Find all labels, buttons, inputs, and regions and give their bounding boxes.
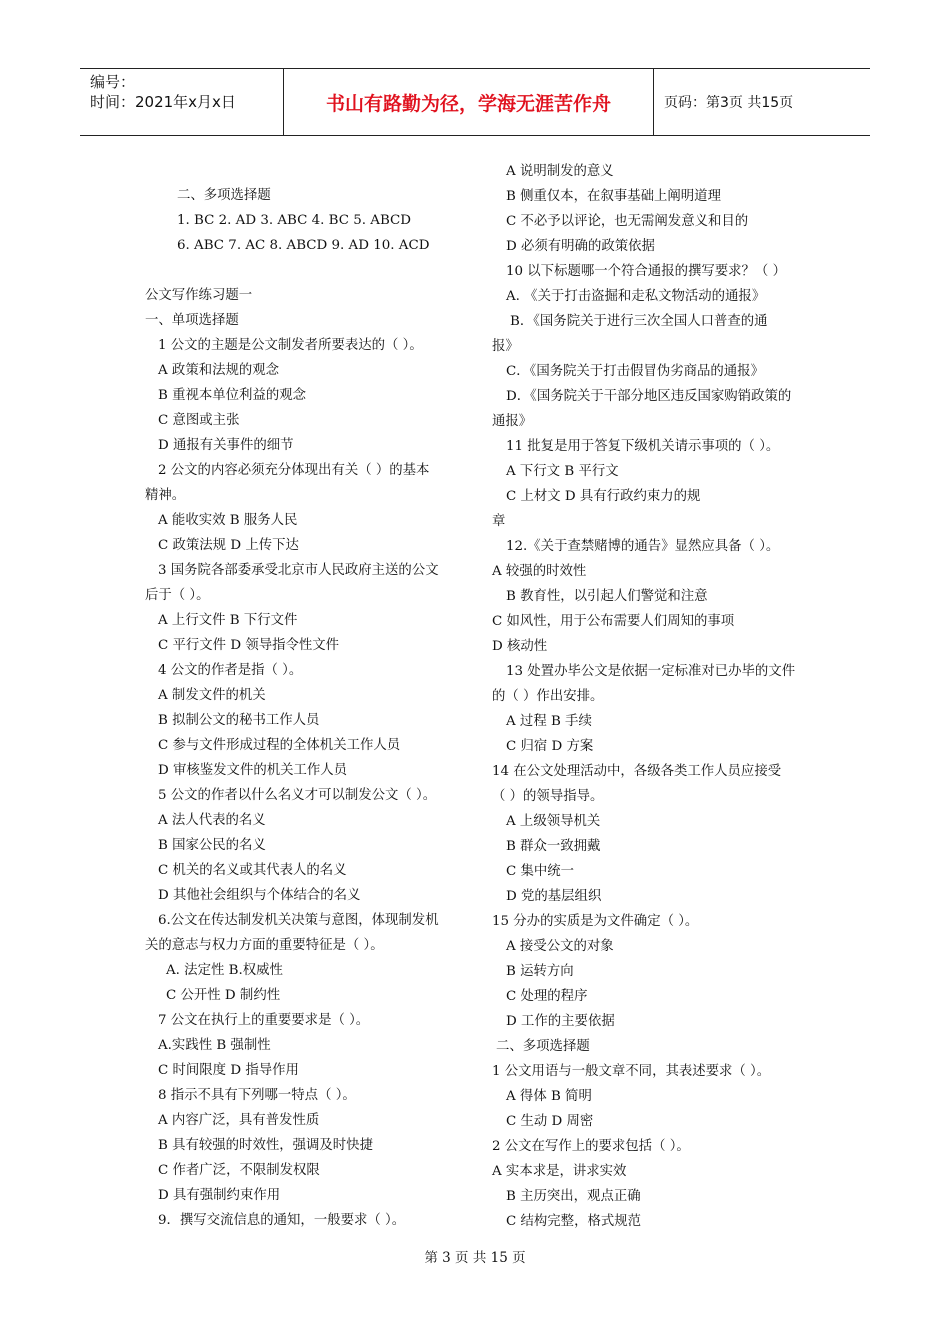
left-text-line: D 具有强制约束作用 [158, 1188, 281, 1203]
left-text-line: B 具有较强的时效性，强调及时快捷 [158, 1138, 373, 1153]
right-text-line: （ ）的领导指导。 [492, 789, 604, 804]
right-text-line: 章 [492, 514, 506, 529]
left-text-line: A 制发文件的机关 [158, 688, 266, 703]
left-text-line: C 平行文件 D 领导指令性文件 [158, 638, 340, 653]
left-text-line: A. 法定性 B.权威性 [166, 963, 283, 978]
page-label: 页码：第3页 共15页 [664, 95, 794, 111]
right-text-line: A 接受公文的对象 [506, 939, 614, 954]
right-text-line: B 教育性，以引起人们警觉和注意 [506, 589, 708, 604]
right-text-line: A 上级领导机关 [506, 814, 601, 829]
left-text-line: A 内容广泛，具有普发性质 [158, 1113, 320, 1128]
right-text-line: B 侧重仅本，在叙事基础上阐明道理 [506, 189, 721, 204]
right-text-line: D 党的基层组织 [506, 889, 602, 904]
left-text-line: C 作者广泛，不限制发权限 [158, 1163, 320, 1178]
left-text-line: C 参与文件形成过程的全体机关工作人员 [158, 738, 401, 753]
left-text-line: A 政策和法规的观念 [158, 363, 280, 378]
right-text-line: D．《国务院关于干部分地区违反国家购销政策的 [506, 389, 792, 404]
right-text-line: A 过程 B 手续 [506, 714, 592, 729]
header-info [80, 69, 283, 135]
left-text-line: 一、单项选择题 [145, 313, 239, 328]
right-text-line: A. 《关于打击盗掘和走私文物活动的通报》 [506, 289, 766, 304]
left-text-line: D 通报有关事件的细节 [158, 438, 294, 453]
right-text-line: 11 批复是用于答复下级机关请示事项的（ ）。 [506, 439, 780, 454]
right-text-line: A 得体 B 简明 [506, 1089, 592, 1104]
motto: 书山有路勤为径，学海无涯苦作舟 [283, 69, 654, 135]
left-text-line: 9．撰写交流信息的通知，一般要求（ ）。 [158, 1213, 406, 1228]
right-text-line: A 实本求是，讲求实效 [492, 1164, 627, 1179]
left-text-line: B 拟制公文的秘书工作人员 [158, 713, 320, 728]
right-text-line: D 必须有明确的政策依据 [506, 239, 655, 254]
right-text-line: C 结构完整，格式规范 [506, 1214, 642, 1229]
left-text-line: 5 公文的作者以什么名义才可以制发公文（ ）。 [158, 788, 437, 803]
right-text-line: C 归宿 D 方案 [506, 739, 594, 754]
right-text-line: B 群众一致拥戴 [506, 839, 601, 854]
left-text-line: A 法人代表的名义 [158, 813, 266, 828]
right-text-line: C 生动 D 周密 [506, 1114, 594, 1129]
left-text-line: A 上行文件 B 下行文件 [158, 613, 298, 628]
left-text-line: B 国家公民的名义 [158, 838, 266, 853]
right-text-line: 报》 [492, 339, 519, 354]
right-text-line: 2 公文在写作上的要求包括（ ）。 [492, 1139, 690, 1154]
left-text-line: 公文写作练习题一 [145, 288, 253, 303]
left-text-line: 1. BC 2. AD 3. ABC 4. BC 5. ABCD [177, 213, 412, 228]
left-text-line: 二、多项选择题 [177, 188, 271, 203]
right-text-line: B．《国务院关于进行三次全国人口普查的通 [510, 314, 768, 329]
right-text-line: B 主历突出，观点正确 [506, 1189, 641, 1204]
left-text-line: C 时间限度 D 指导作用 [158, 1063, 299, 1078]
left-text-line: C 意图或主张 [158, 413, 240, 428]
right-text-line: A 下行文 B 平行文 [506, 464, 619, 479]
page-header [80, 68, 870, 136]
right-text-line: C 不必予以评论，也无需阐发意义和目的 [506, 214, 749, 229]
date-label: 时间：2021年x月x日 [90, 93, 236, 111]
right-text-line: D 工作的主要依据 [506, 1014, 615, 1029]
right-text-line: 的（ ）作出安排。 [492, 689, 604, 704]
right-text-line: 通报》 [492, 414, 533, 429]
left-text-line: 6. ABC 7. AC 8. ABCD 9. AD 10. ACD [177, 238, 430, 253]
right-text-line: 15 分办的实质是为文件确定（ ）。 [492, 914, 699, 929]
right-text-line: C．《国务院关于打击假冒伪劣商品的通报》 [506, 364, 764, 379]
right-text-line: C 处理的程序 [506, 989, 588, 1004]
right-text-line: A 较强的时效性 [492, 564, 587, 579]
right-text-line: C 上材文 D 具有行政约束力的规 [506, 489, 701, 504]
left-text-line: C 政策法规 D 上传下达 [158, 538, 299, 553]
right-text-line: 1 公文用语与一般文章不同，其表述要求（ ）。 [492, 1064, 771, 1079]
left-text-line: D 其他社会组织与个体结合的名义 [158, 888, 361, 903]
right-text-line: 12.《关于查禁赌博的通告》显然应具备（ ）。 [506, 539, 780, 554]
left-text-line: 精神。 [145, 488, 186, 503]
right-text-line: C 集中统一 [506, 864, 575, 879]
number-label: 编号： [90, 73, 136, 91]
left-text-line: C 公开性 D 制约性 [166, 988, 281, 1003]
right-text-line: 14 在公文处理活动中，各级各类工作人员应接受 [492, 764, 782, 779]
left-text-line: 4 公文的作者是指（ ）。 [158, 663, 303, 678]
left-text-line: 3 国务院各部委承受北京市人民政府主送的公文 [158, 563, 439, 578]
right-text-line: C 如风性，用于公布需要人们周知的事项 [492, 614, 735, 629]
left-text-line: B 重视本单位利益的观念 [158, 388, 307, 403]
left-text-line: 8 指示不具有下列哪一特点（ ）。 [158, 1088, 356, 1103]
left-text-line: 关的意志与权力方面的重要特征是（ ）。 [145, 938, 384, 953]
left-text-line: D 审核鉴发文件的机关工作人员 [158, 763, 348, 778]
left-text-line: C 机关的名义或其代表人的名义 [158, 863, 347, 878]
left-text-line: A.实践性 B 强制性 [158, 1038, 271, 1053]
right-text-line: A 说明制发的意义 [506, 164, 614, 179]
left-text-line: 1 公文的主题是公文制发者所要表达的（ ）。 [158, 338, 423, 353]
page-footer: 第 3 页 共 15 页 [424, 1250, 526, 1266]
right-text-line: B 运转方向 [506, 964, 574, 979]
right-text-line: 13 处置办毕公文是依据一定标准对已办毕的文件 [506, 664, 796, 679]
right-text-line: 二、多项选择题 [496, 1039, 590, 1054]
left-text-line: 7 公文在执行上的重要要求是（ ）。 [158, 1013, 370, 1028]
right-text-line: 10 以下标题哪一个符合通报的撰写要求？（ ） [506, 264, 786, 279]
left-text-line: 后于（ ）。 [145, 588, 210, 603]
left-text-line: 2 公文的内容必须充分体现出有关（ ）的基本 [158, 463, 430, 478]
left-text-line: A 能收实效 B 服务人民 [158, 513, 298, 528]
left-text-line: 6.公文在传达制发机关决策与意图，体现制发机 [158, 913, 439, 928]
right-text-line: D 核动性 [492, 639, 548, 654]
